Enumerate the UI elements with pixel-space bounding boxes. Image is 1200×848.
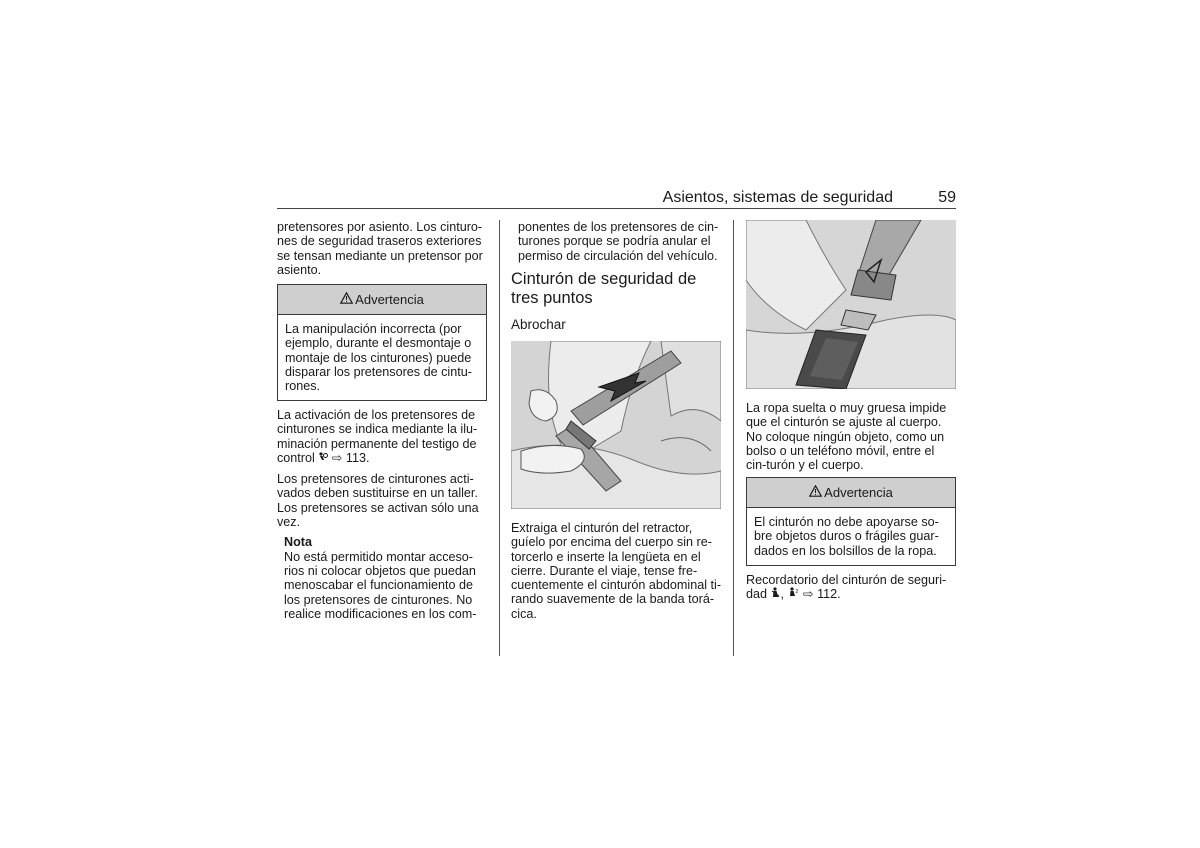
column-1-lower [277,408,489,621]
figure-fasten-belt [511,341,721,509]
warning-header [278,285,486,315]
column-3 [746,401,958,472]
warning-box [746,477,956,566]
warning-header [747,478,955,508]
warning-triangle-icon [809,485,822,500]
warning-body: La manipulación incorrecta (por ejemplo, durante el desmontaje o montaje de los cinturones) puede disparar los pretensores de cintu-rones. [285,322,472,394]
paragraph [277,408,489,466]
subsection-heading: Abrochar [511,316,566,332]
paragraph: Extraiga el cinturón del retractor, guíelo por encima del cuerpo sin re-torcerlo e inserte la lengüeta en el cierre. Durante el viaje, tense fre-cuentemente el cinturón abdominal ti-rando suavemente de la banda torá-cica. [511,521,722,621]
note [277,535,482,621]
page-number: 59 [938,189,956,206]
paragraph: ponentes de los pretensores de cin-turones porque se podría anular el permiso de circulación del vehículo. [518,220,719,263]
paragraph: pretensores por asiento. Los cinturo-nes de seguridad traseros exteriores se tensan mediante un pretensor por asiento. [277,220,483,277]
paragraph: Recordatorio del cinturón de seguri-dad , 2 ⇨ 112. [746,573,947,602]
column-1 [277,220,489,277]
column-2-lower [511,521,723,621]
page-reference[interactable]: 112. [817,587,841,602]
figure-buckle [746,220,956,389]
header-rule [277,208,956,209]
paragraph: Los pretensores de cinturones acti-vados deben sustituirse en un taller. Los pretensores se activan sólo una vez. [277,472,479,530]
section-heading: Cinturón de seguridad de tres puntos [511,269,697,307]
warning-box [277,284,487,401]
note-title: Nota [284,535,312,550]
warning-title: Advertencia [824,485,893,500]
paragraph-text: Recordatorio del cinturón de seguri-dad [746,573,947,602]
warning-title: Advertencia [355,292,424,307]
seatbelt-reminder-icon [771,587,781,602]
warning-body: El cinturón no debe apoyarse so-bre objetos duros o frágiles guar-dados en los bolsillos de la ropa. [754,515,939,558]
airbag-warning-icon [318,452,328,466]
warning-triangle-icon [340,292,353,307]
rear-seatbelt-reminder-icon [788,587,800,602]
svg-text:2: 2 [795,589,798,596]
page-reference[interactable]: 113. [345,450,370,465]
paragraph-text: La activación de los pretensores de cinturones se indica mediante la ilu-minación permanente del testigo de control [277,408,478,465]
column-3-lower [746,573,958,603]
page-header-title: Asientos, sistemas de seguridad [662,189,893,206]
column-2 [511,220,721,332]
note-body: No está permitido montar acceso-rios ni colocar objetos que puedan menoscabar el funcionamiento de los pretensores de cinturones. No realice modificaciones en los com- [284,549,477,621]
column-divider [499,220,500,656]
paragraph: La ropa suelta o muy gruesa impide que el cinturón se ajuste al cuerpo. No coloque ningún objeto, como un bolso o un teléfono móvil, entre el cin-turón y el cuerpo. [746,401,947,473]
column-divider [733,220,734,656]
page-reference-icon: ⇨ [331,450,343,465]
page-reference-icon: ⇨ [803,587,814,602]
